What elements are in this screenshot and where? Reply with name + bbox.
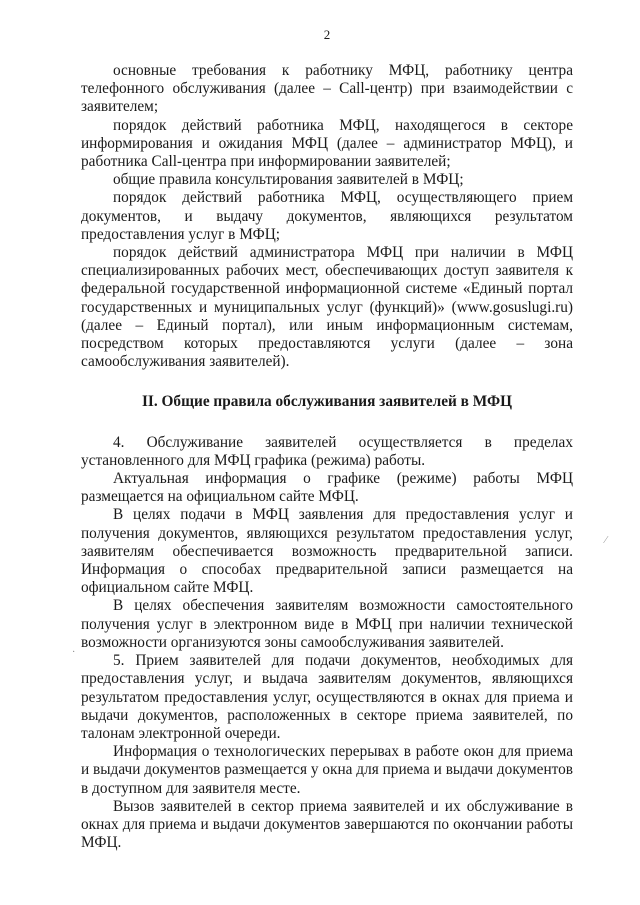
- paragraph: Актуальная информация о графике (режиме) работы МФЦ размещается на официальном сайте МФЦ.: [81, 470, 573, 506]
- scan-mark: ⁄: [605, 535, 607, 546]
- paragraph: 4. Обслуживание заявителей осуществляется в пределах установленного для МФЦ графика (режима) работы.: [81, 433, 573, 469]
- paragraph: основные требования к работнику МФЦ, работнику центра телефонного обслуживания (далее – Call-центр) при взаимодействии с заявителем;: [81, 62, 573, 116]
- paragraph: порядок действий администратора МФЦ при наличии в МФЦ специализированных рабочих мест, обеспечивающих доступ заявителя к федеральной государственной информационной системе «Единый портал государственных и муниципальных услуг (функций)» (www.gosuslugi.ru) (далее – Единый портал), или иным информационным системам, посредством которых предоставляются услуги (далее – зона самообслуживания заявителей).: [81, 244, 573, 371]
- paragraph: порядок действий работника МФЦ, осуществляющего прием документов, и выдачу документов, являющихся результатом предоставления услуг в МФЦ;: [81, 189, 573, 243]
- paragraph: В целях обеспечения заявителям возможности самостоятельного получения услуг в электронном виде в МФЦ при наличии технической возможности организуются зоны самообслуживания заявителей.: [81, 597, 573, 651]
- paragraph: 5. Прием заявителей для подачи документов, необходимых для предоставления услуг, и выдача заявителям документов, являющихся результатом предоставления услуг, осуществляются в окнах для приема и выдачи документов, расположенных в секторе приема заявителей, по талонам электронной очереди.: [81, 652, 573, 742]
- paragraph: Информация о технологических перерывах в работе окон для приема и выдачи документов размещается у окна для приема и выдачи документов в доступном для заявителя месте.: [81, 743, 573, 797]
- paragraph: общие правила консультирования заявителей в МФЦ;: [113, 171, 464, 189]
- scan-mark: ·: [72, 647, 76, 658]
- document-body: [81, 61, 573, 852]
- paragraph: порядок действий работника МФЦ, находящегося в секторе информирования и ожидания МФЦ (далее – администратор МФЦ), и работника Call-центра при информировании заявителей;: [81, 116, 573, 171]
- page-number: 2: [323, 27, 331, 42]
- paragraph: В целях подачи в МФЦ заявления для предоставления услуг и получения документов, являющихся результатом предоставления услуг, заявителям обеспечивается возможность предварительной записи. Информация о способах предварительной записи размещается на официальном сайте МФЦ.: [81, 506, 573, 597]
- paragraph: Вызов заявителей в сектор приема заявителей и их обслуживание в окнах для приема и выдачи документов завершаются по окончании работы МФЦ.: [81, 797, 573, 852]
- section-heading: II. Общие правила обслуживания заявителей в МФЦ: [141, 393, 512, 411]
